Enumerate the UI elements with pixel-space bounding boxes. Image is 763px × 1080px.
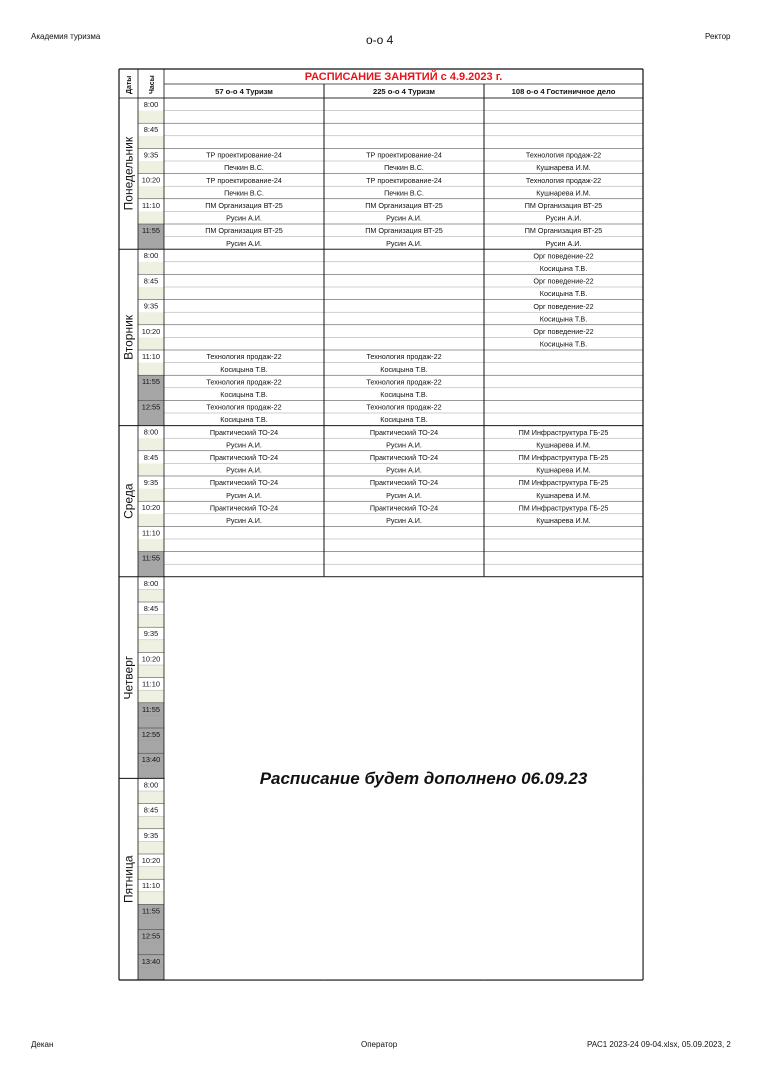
teacher-text: Русин А.И.: [226, 238, 262, 248]
time-cell-subrow-bg: [138, 287, 164, 300]
teacher-text: Печкин В.С.: [384, 163, 424, 173]
header-right-text: Ректор: [705, 32, 731, 41]
subject-text: ТР проектирование-24: [366, 175, 442, 185]
time-cell-subrow-bg: [138, 186, 164, 199]
day-label: Четверг: [121, 655, 136, 700]
subject-text: Практический ТО-24: [209, 478, 279, 488]
subject-text: ПМ Организация ВТ-25: [365, 201, 443, 210]
teacher-text: Косицына Т.В.: [380, 390, 428, 399]
subject-text: Практический ТО-24: [209, 427, 279, 437]
time-label: 10:20: [141, 326, 161, 336]
teacher-text: Русин А.И.: [386, 465, 422, 475]
time-cell-subrow-bg: [138, 892, 164, 905]
subject-text: Практический ТО-24: [369, 503, 439, 513]
time-label: 11:55: [142, 906, 160, 916]
subject-text: ТР проектирование-24: [206, 150, 282, 160]
subject-text: ПМ Организация ВТ-25: [205, 201, 283, 210]
day-label: Понедельник: [121, 136, 136, 211]
time-cell-subrow-bg: [138, 640, 164, 653]
subject-text: Технология продаж-22: [206, 402, 282, 412]
time-cell-subrow-bg: [138, 589, 164, 602]
subject-text: ПМ Организация ВТ-25: [205, 226, 283, 236]
time-label: 11:55: [142, 704, 160, 714]
subject-text: Технология продаж-22: [206, 352, 282, 362]
teacher-text: Русин А.И.: [226, 213, 262, 223]
teacher-text: Кушнарева И.М.: [536, 490, 591, 500]
time-label: 11:10: [142, 528, 160, 538]
day-label: Вторник: [121, 314, 136, 360]
teacher-text: Печкин В.С.: [384, 188, 424, 198]
time-cell-subrow-bg: [138, 489, 164, 502]
time-cell-subrow-bg: [138, 136, 164, 149]
teacher-text: Русин А.И.: [386, 213, 422, 223]
subject-text: Практический ТО-24: [209, 453, 279, 462]
teacher-text: Печкин В.С.: [224, 188, 264, 198]
time-label: 9:35: [143, 301, 159, 311]
time-label: 11:10: [142, 200, 160, 210]
subject-text: ПМ Инфраструктура ГБ-25: [518, 478, 609, 488]
subject-text: Технология продаж-22: [206, 377, 282, 387]
schedule-title: РАСПИСАНИЕ ЗАНЯТИЙ с 4.9.2023 г.: [304, 71, 503, 83]
time-cell-subrow-bg: [138, 363, 164, 376]
time-label: 8:45: [143, 805, 159, 815]
time-label: 8:00: [143, 100, 159, 109]
time-cell-subrow-bg: [138, 690, 164, 703]
time-cell-subrow-bg: [138, 791, 164, 804]
subject-text: ТР проектирование-24: [206, 175, 282, 185]
subject-text: Орг поведение-22: [533, 327, 594, 336]
time-label: 8:45: [143, 604, 159, 613]
time-cell-subrow-bg: [138, 262, 164, 275]
teacher-text: Косицына Т.В.: [380, 364, 428, 374]
time-label: 8:00: [143, 427, 159, 437]
subject-text: ПМ Организация ВТ-25: [365, 226, 443, 236]
teacher-text: Русин А.И.: [226, 465, 262, 475]
teacher-text: Русин А.И.: [226, 490, 262, 500]
time-cell-subrow-bg: [138, 665, 164, 678]
teacher-text: Русин А.И.: [386, 490, 422, 500]
time-cell-subrow-bg: [138, 337, 164, 350]
time-cell-subrow-bg: [138, 514, 164, 527]
time-label: 9:35: [143, 629, 159, 639]
time-label: 8:00: [143, 780, 159, 790]
time-label: 8:45: [143, 125, 159, 135]
teacher-text: Косицына Т.В.: [380, 415, 428, 425]
subject-text: Технология продаж-22: [525, 150, 602, 160]
time-label: 11:55: [142, 553, 160, 563]
teacher-text: Русин А.И.: [386, 516, 422, 525]
time-label: 11:55: [142, 226, 160, 235]
subject-text: ПМ Инфраструктура ГБ-25: [518, 453, 609, 462]
subject-text: ТР проектирование-24: [366, 150, 442, 160]
dates-header: Даты: [126, 75, 133, 94]
teacher-text: Косицына Т.В.: [220, 390, 268, 399]
group-header: 225 о-о 4 Туризм: [372, 87, 436, 96]
hours-header: Часы: [149, 75, 156, 94]
time-cell-subrow-bg: [138, 841, 164, 854]
time-label: 10:20: [141, 856, 161, 865]
schedule-note: Расписание будет дополнено 06.09.23: [259, 769, 588, 788]
time-label: 11:55: [142, 377, 160, 387]
day-label: Пятница: [121, 855, 136, 903]
teacher-text: Кушнарева И.М.: [536, 163, 591, 173]
time-label: 8:00: [143, 578, 159, 588]
group-header: 108 о-о 4 Гостиничное дело: [511, 87, 616, 96]
time-label: 8:45: [143, 276, 159, 286]
subject-text: Технология продаж-22: [366, 402, 442, 412]
teacher-text: Русин А.И.: [386, 238, 422, 248]
subject-text: Технология продаж-22: [525, 175, 602, 185]
subject-text: ПМ Инфраструктура ГБ-25: [518, 503, 609, 513]
time-label: 9:35: [143, 830, 159, 840]
subject-text: ПМ Инфраструктура ГБ-25: [518, 427, 609, 437]
teacher-text: Русин А.И.: [545, 238, 582, 248]
subject-text: ПМ Организация ВТ-25: [524, 201, 603, 210]
teacher-text: Кушнарева И.М.: [536, 188, 591, 198]
day-label: Среда: [121, 483, 136, 519]
footer-right-text: РАС1 2023-24 09-04.xlsx, 05.09.2023, 2: [587, 1040, 731, 1049]
time-label: 12:55: [141, 402, 161, 412]
time-cell-subrow-bg: [138, 816, 164, 829]
teacher-text: Кушнарева И.М.: [536, 440, 591, 450]
time-cell-subrow-bg: [138, 111, 164, 124]
subject-text: Технология продаж-22: [366, 377, 442, 387]
time-cell-subrow-bg: [138, 463, 164, 476]
header-center-text: о-о 4: [366, 33, 394, 47]
teacher-text: Печкин В.С.: [224, 163, 264, 173]
teacher-text: Косицына Т.В.: [539, 264, 588, 273]
time-label: 13:40: [141, 956, 161, 966]
time-label: 11:10: [142, 679, 160, 689]
subject-text: Орг поведение-22: [533, 276, 594, 286]
teacher-text: Русин А.И.: [226, 440, 262, 450]
teacher-text: Кушнарева И.М.: [536, 516, 591, 525]
subject-text: ПМ Организация ВТ-25: [524, 226, 603, 236]
time-label: 8:45: [143, 452, 159, 462]
teacher-text: Кушнарева И.М.: [536, 465, 591, 475]
time-cell-subrow-bg: [138, 615, 164, 628]
time-cell-subrow-bg: [138, 161, 164, 174]
time-cell-subrow-bg: [138, 539, 164, 552]
time-label: 10:20: [141, 654, 161, 664]
header-left-text: Академия туризма: [31, 32, 101, 41]
time-label: 9:35: [143, 150, 159, 160]
teacher-text: Русин А.И.: [226, 516, 262, 525]
subject-text: Практический ТО-24: [369, 427, 439, 437]
teacher-text: Косицына Т.В.: [539, 289, 588, 299]
teacher-text: Русин А.И.: [545, 213, 582, 223]
time-label: 9:35: [143, 478, 159, 487]
subject-text: Практический ТО-24: [369, 453, 439, 462]
teacher-text: Русин А.И.: [386, 440, 422, 450]
time-cell-subrow-bg: [138, 867, 164, 880]
time-label: 11:10: [142, 352, 160, 361]
teacher-text: Косицына Т.В.: [539, 339, 588, 349]
time-label: 10:20: [141, 503, 161, 513]
time-label: 13:40: [141, 755, 161, 765]
group-header: 57 о-о 4 Туризм: [215, 87, 273, 96]
footer-center-text: Оператор: [361, 1040, 398, 1049]
time-cell-subrow-bg: [138, 312, 164, 325]
time-label: 12:55: [141, 730, 161, 739]
teacher-text: Косицына Т.В.: [539, 314, 588, 324]
subject-text: Практический ТО-24: [209, 503, 279, 513]
teacher-text: Косицына Т.В.: [220, 364, 268, 374]
time-label: 8:00: [143, 251, 159, 261]
time-cell-subrow-bg: [138, 211, 164, 224]
time-cell-subrow-bg: [138, 438, 164, 451]
subject-text: Технология продаж-22: [366, 352, 442, 362]
teacher-text: Косицына Т.В.: [220, 415, 268, 425]
time-label: 12:55: [141, 931, 161, 941]
subject-text: Орг поведение-22: [533, 301, 594, 311]
subject-text: Практический ТО-24: [369, 478, 439, 488]
footer-left-text: Декан: [31, 1040, 54, 1049]
time-label: 10:20: [141, 175, 161, 185]
subject-text: Орг поведение-22: [533, 251, 594, 261]
time-label: 11:10: [142, 881, 160, 891]
